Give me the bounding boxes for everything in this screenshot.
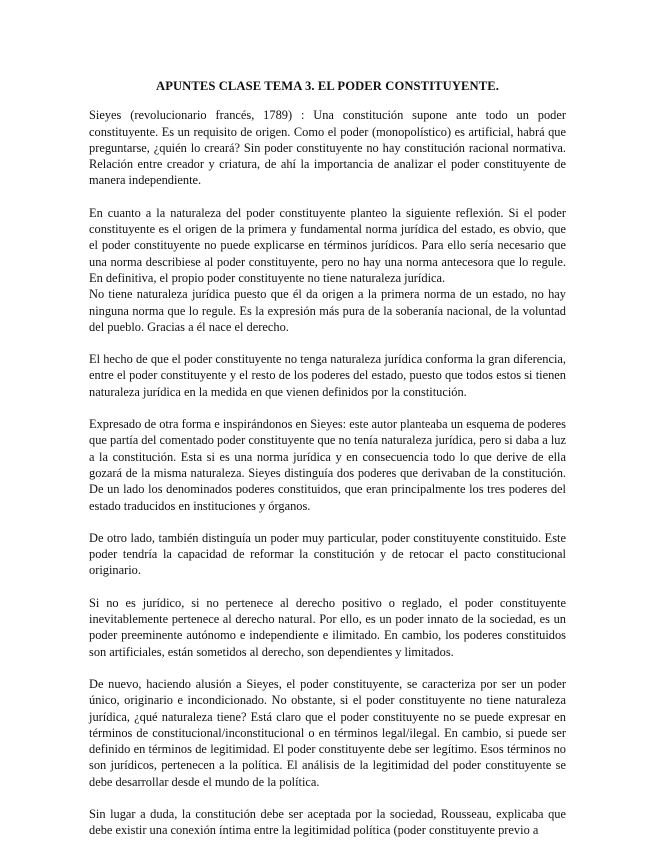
paragraph: [89, 530, 566, 579]
paragraph-text: Sin lugar a duda, la constitución debe ser aceptada por la sociedad, Rousseau, explicaba que debe existir una conexión íntima entre la legitimidad política (poder constituyente previo a: [89, 806, 566, 838]
paragraph-text: De otro lado, también distinguía un poder muy particular, poder constituyente constituido. Este poder tendría la capacidad de reformar la constitución y de retocar el pacto constitucional originario.: [89, 530, 566, 578]
paragraph-text: El hecho de que el poder constituyente no tenga naturaleza jurídica conforma la gran diferencia, entre el poder constituyente y el resto de los poderes del estado, puesto que todos estos si tienen naturaleza jurídica en la medida en que vienen definidos por la constitución.: [89, 352, 566, 399]
paragraph: [89, 107, 566, 188]
paragraph: [89, 205, 566, 335]
paragraph-text: Expresado de otra forma e inspirándonos en Sieyes: este autor planteaba un esquema de poderes que partía del comentado poder constituyente que no tenía naturaleza jurídica, pero si daba a luz a la constitución. Esta si es una norma jurídica y en consecuencia todo lo que derive de ella gozará de la misma naturaleza. Sieyes distinguía dos poderes que derivaban de la constitución. De un lado los denominados poderes constituidos, que eran principalmente los tres poderes del estado traducidos en instituciones y órganos.: [89, 417, 566, 513]
paragraph: [89, 595, 566, 660]
paragraph: [89, 806, 566, 839]
document-body: [89, 78, 566, 848]
paragraph-text: Si no es jurídico, si no pertenece al derecho positivo o reglado, el poder constituyente inevitablemente pertenece al derecho natural. Por ello, es un poder innato de la sociedad, es un poder preeminente autónomo e independiente e ilimitado. En cambio, los poderes constituidos son artificiales, están sometidos al derecho, son dependientes y limitados.: [89, 595, 566, 659]
paragraph: [89, 416, 566, 514]
document-title: APUNTES CLASE TEMA 3. EL PODER CONSTITUYENTE.: [156, 79, 499, 93]
paragraph: [89, 351, 566, 400]
paragraph-text: No tiene naturaleza jurídica puesto que él da origen a la primera norma de un estado, no hay ninguna norma que lo regule. Es la expresión más pura de la soberanía nacional, de la voluntad del pueblo. Gracias a él nace el derecho.: [89, 287, 566, 334]
paragraph-text: Sieyes (revolucionario francés, 1789) : Una constitución supone ante todo un poder constituyente. Es un requisito de origen. Como el poder (monopolístico) es artificial, habrá que preguntarse, ¿quién lo creará? Sin poder constituyente no hay constitución racional normativa. Relación entre creador y criatura, de ahí la importancia de analizar el poder constituyente de manera independiente.: [89, 108, 566, 188]
paragraph: [89, 676, 566, 790]
paragraph-text: En cuanto a la naturaleza del poder constituyente planteo la siguiente reflexión. Si el poder constituyente es el origen de la primera y fundamental norma jurídica del estado, es obvio, que el poder constituyente no puede explicarse en términos jurídicos. Para ello sería necesario que una norma describiese al poder constituyente, pero no hay una norma antecesora que lo regule. En definitiva, el propio poder constituyente no tiene naturaleza jurídica.: [89, 205, 566, 285]
paragraph-text: De nuevo, haciendo alusión a Sieyes, el poder constituyente, se caracteriza por ser un poder único, originario e incondicionado. No obstante, si el poder constituyente no tiene naturaleza jurídica, ¿qué naturaleza tiene? Está claro que el poder constituyente no se puede expresar en términos de constitucional/inconstitucional o en términos legal/ilegal. En cambio, si puede ser definido en términos de legitimidad. El poder constituyente debe ser legítimo. Esos términos no son jurídicos, pertenecen a la política. El análisis de la legitimidad del poder constituyente se debe desarrollar desde el mundo de la política.: [89, 676, 566, 789]
